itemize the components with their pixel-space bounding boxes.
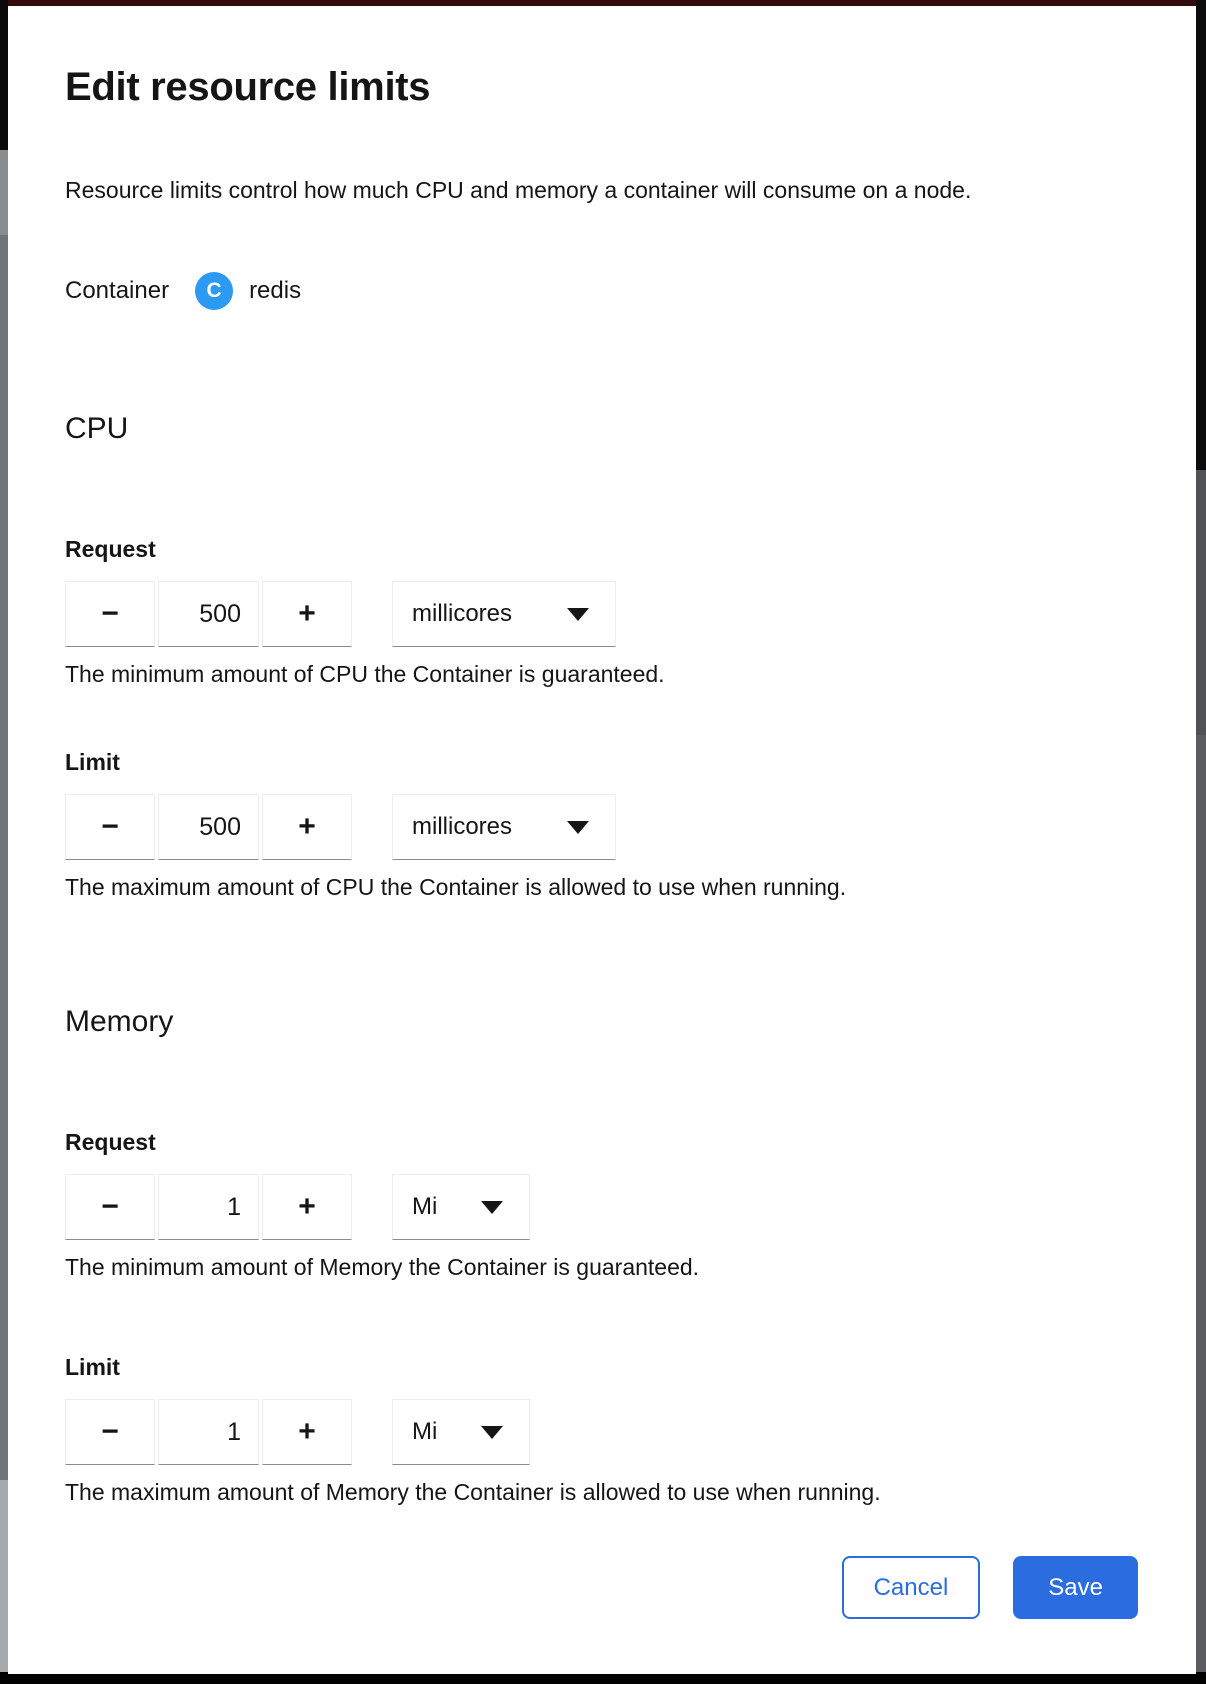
- plus-icon: +: [298, 1415, 316, 1449]
- helper-memory-request: The minimum amount of Memory the Container is guaranteed.: [65, 1254, 700, 1281]
- memory-limit-decrement-button[interactable]: [65, 1399, 155, 1465]
- field-row-memory-limit: [65, 1399, 1138, 1465]
- caret-down-icon: [481, 1201, 503, 1214]
- minus-icon: −: [101, 810, 119, 844]
- helper-memory-limit: The maximum amount of Memory the Container is allowed to use when running.: [65, 1479, 881, 1506]
- backdrop-bottom-edge: [0, 1674, 1206, 1684]
- memory-request-decrement-button[interactable]: [65, 1174, 155, 1240]
- helper-cpu-limit: The maximum amount of CPU the Container is allowed to use when running.: [65, 874, 847, 901]
- field-row-cpu-request: [65, 581, 1138, 647]
- container-row: [65, 272, 1138, 310]
- plus-icon: +: [298, 1190, 316, 1224]
- caret-down-icon: [567, 608, 589, 621]
- cpu-limit-value-input[interactable]: [158, 794, 259, 860]
- field-label-cpu-limit: Limit: [65, 749, 120, 776]
- memory-request-value-input[interactable]: [158, 1174, 259, 1240]
- caret-down-icon: [567, 821, 589, 834]
- field-label-memory-request: Request: [65, 1129, 156, 1156]
- plus-icon: +: [298, 810, 316, 844]
- cpu-limit-increment-button[interactable]: [262, 794, 352, 860]
- cpu-limit-unit-dropdown[interactable]: [392, 794, 616, 860]
- cpu-request-increment-button[interactable]: [262, 581, 352, 647]
- container-badge-letter: C: [206, 278, 222, 302]
- minus-icon: −: [101, 597, 119, 631]
- memory-request-number-input: [65, 1174, 352, 1240]
- field-label-cpu-request: Request: [65, 536, 156, 563]
- backdrop-right-edge: [1196, 0, 1206, 1684]
- cpu-limit-unit-value: millicores: [412, 813, 513, 841]
- minus-icon: −: [101, 1190, 119, 1224]
- cpu-request-number-input: [65, 581, 352, 647]
- cancel-button[interactable]: Cancel: [842, 1556, 981, 1619]
- cpu-request-unit-dropdown[interactable]: [392, 581, 616, 647]
- minus-icon: −: [101, 1415, 119, 1449]
- edit-resource-limits-modal: [8, 6, 1196, 1674]
- cpu-limit-decrement-button[interactable]: [65, 794, 155, 860]
- container-name: redis: [249, 276, 302, 304]
- field-label-memory-limit: Limit: [65, 1354, 120, 1381]
- section-heading-memory: Memory: [65, 1004, 174, 1038]
- memory-limit-number-input: [65, 1399, 352, 1465]
- memory-limit-unit-value: Mi: [412, 1418, 438, 1446]
- helper-cpu-request: The minimum amount of CPU the Container is guaranteed.: [65, 661, 665, 688]
- cpu-request-unit-value: millicores: [412, 600, 513, 628]
- backdrop-left-edge: [0, 0, 8, 1684]
- cpu-request-value-input[interactable]: [158, 581, 259, 647]
- container-badge-icon: [195, 272, 233, 310]
- memory-limit-value-input[interactable]: [158, 1399, 259, 1465]
- memory-request-increment-button[interactable]: [262, 1174, 352, 1240]
- cpu-request-decrement-button[interactable]: [65, 581, 155, 647]
- container-label: Container: [65, 276, 170, 304]
- section-heading-cpu: CPU: [65, 411, 129, 445]
- save-button[interactable]: Save: [1013, 1556, 1138, 1619]
- modal-footer: [65, 1556, 1138, 1619]
- modal-title: Edit resource limits: [65, 65, 431, 109]
- memory-request-unit-dropdown[interactable]: [392, 1174, 530, 1240]
- modal-description: Resource limits control how much CPU and memory a container will consume on a node.: [65, 177, 972, 203]
- memory-limit-unit-dropdown[interactable]: [392, 1399, 530, 1465]
- memory-request-unit-value: Mi: [412, 1193, 438, 1221]
- plus-icon: +: [298, 597, 316, 631]
- field-row-memory-request: [65, 1174, 1138, 1240]
- memory-limit-increment-button[interactable]: [262, 1399, 352, 1465]
- field-row-cpu-limit: [65, 794, 1138, 860]
- cpu-limit-number-input: [65, 794, 352, 860]
- caret-down-icon: [481, 1426, 503, 1439]
